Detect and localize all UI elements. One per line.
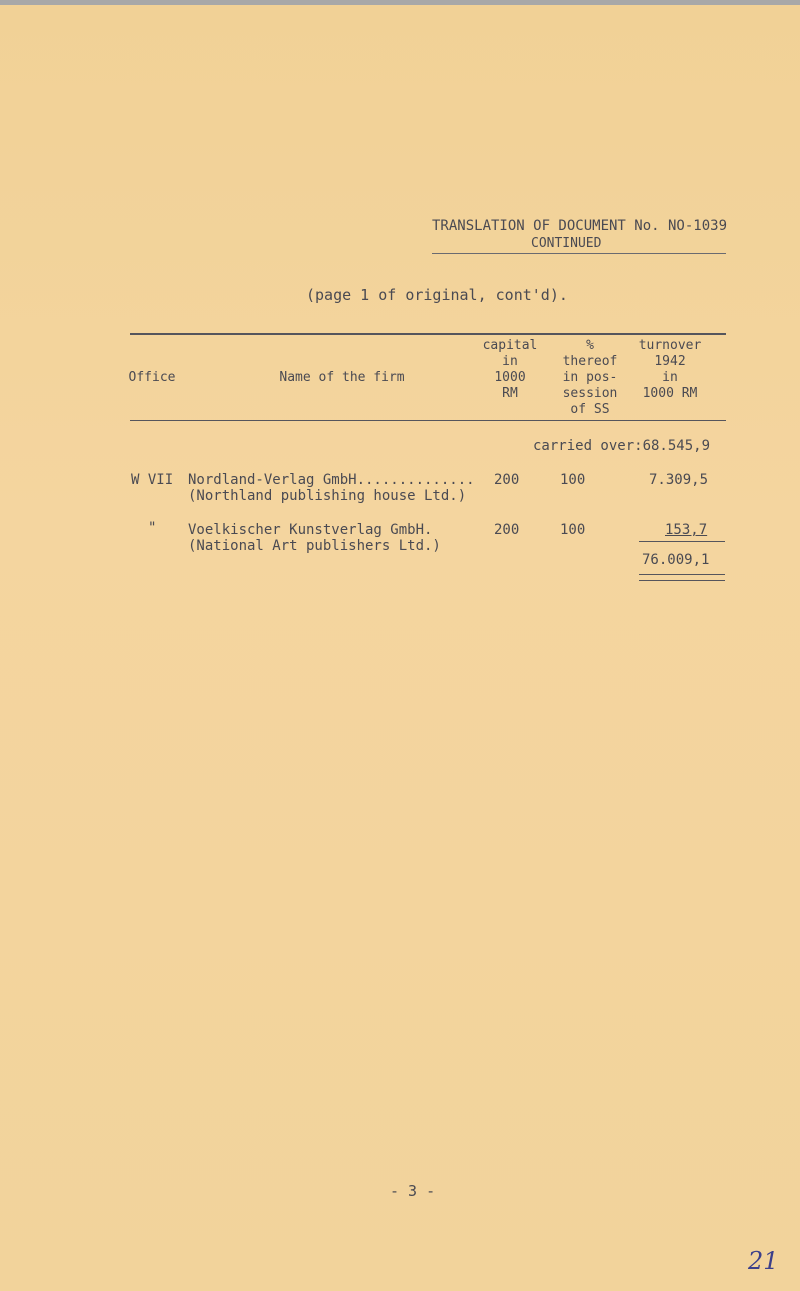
page-number: - 3 -: [390, 1182, 436, 1200]
row-turnover: 153,7: [665, 522, 708, 538]
column-header-office: Office: [128, 370, 176, 385]
grand-total: 76.009,1: [642, 552, 710, 568]
table-top-rule: [130, 333, 726, 335]
row-capital: 200: [494, 522, 520, 538]
column-header-capital: capital in 1000 RM: [482, 338, 538, 401]
handwritten-page-mark: 21: [748, 1247, 779, 1275]
row-office: ": [148, 520, 157, 536]
row-firm-name: Voelkischer Kunstverlag GmbH.: [188, 522, 433, 538]
row-firm-name: Nordland-Verlag GmbH..............: [188, 472, 475, 488]
carried-over-total: carried over:68.545,9: [533, 438, 711, 454]
column-header-name: Name of the firm: [279, 370, 405, 385]
page-subtitle: (page 1 of original, cont'd).: [306, 286, 568, 304]
row-percent: 100: [560, 472, 586, 488]
row-capital: 200: [494, 472, 520, 488]
row-firm-translation: (National Art publishers Ltd.): [188, 538, 441, 554]
document-title: TRANSLATION OF DOCUMENT No. NO-1039: [432, 218, 728, 234]
table-header-rule: [130, 420, 726, 421]
column-header-percent: % thereof in pos- session of SS: [562, 338, 618, 417]
document-continued-label: CONTINUED: [531, 236, 602, 251]
page-top-edge: [0, 0, 800, 5]
row-percent: 100: [560, 522, 586, 538]
header-underline: [432, 253, 726, 254]
column-header-turnover: turnover 1942 in 1000 RM: [638, 338, 702, 401]
row-office: W VII: [131, 472, 174, 488]
sum-rule: [639, 541, 725, 542]
row-firm-translation: (Northland publishing house Ltd.): [188, 488, 467, 504]
row-turnover: 7.309,5: [649, 472, 709, 488]
total-double-underline: [639, 574, 725, 581]
